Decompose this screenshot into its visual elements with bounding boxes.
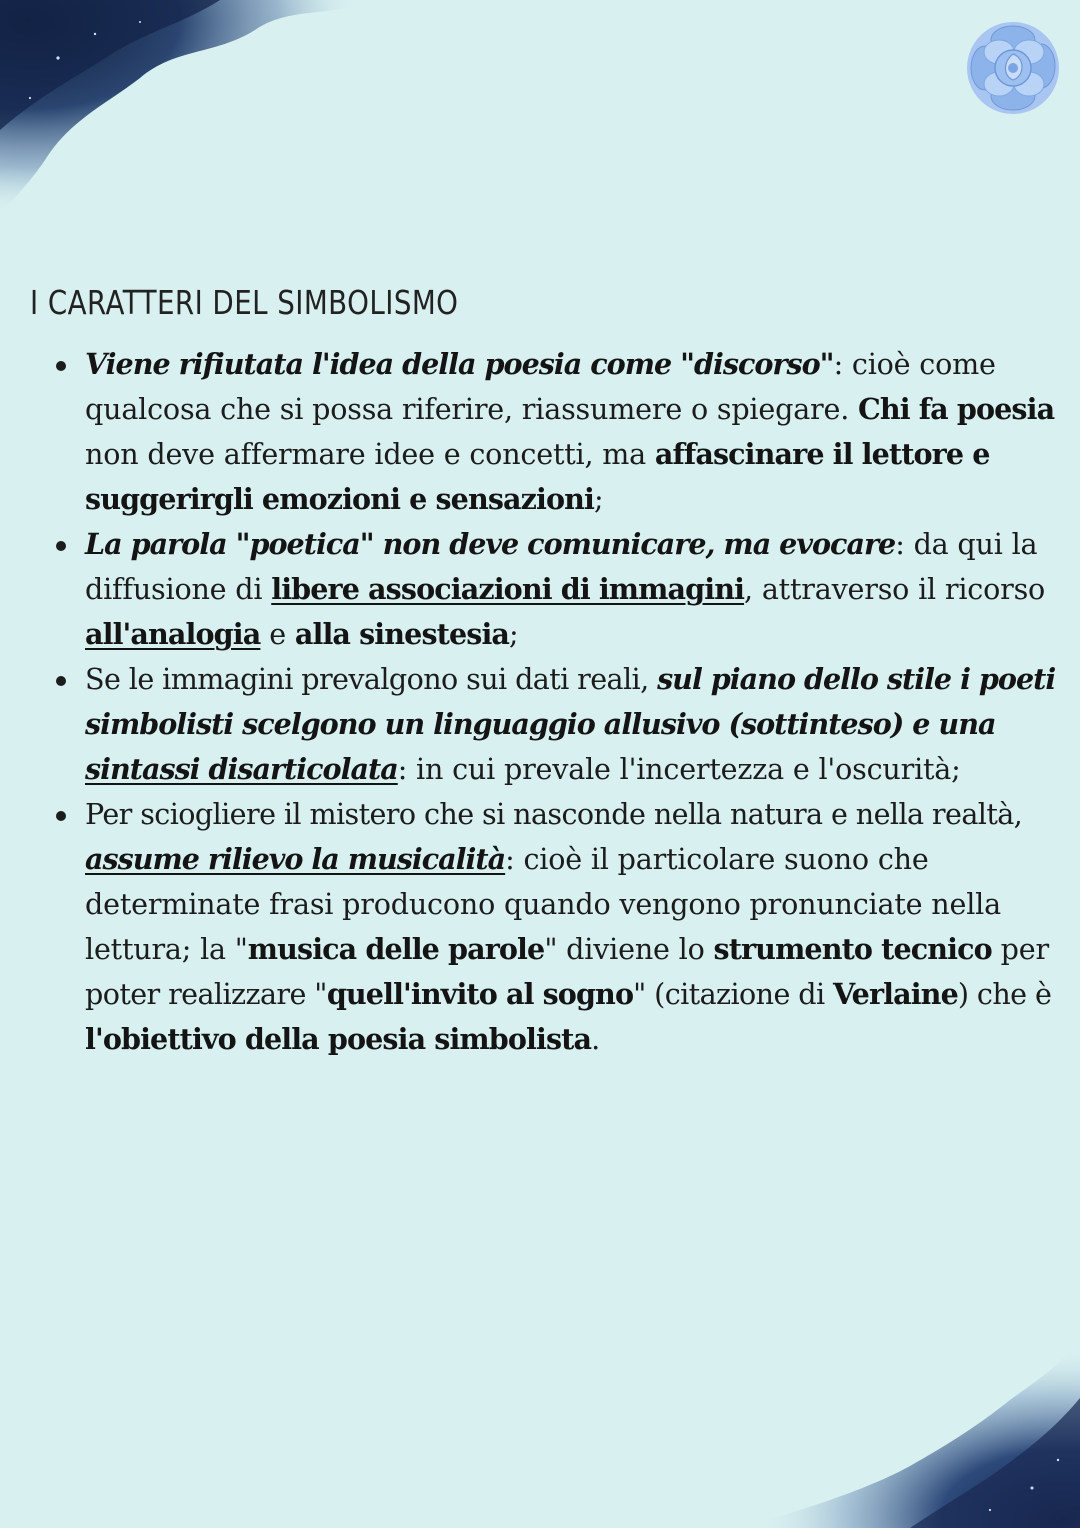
plain-text: : cioè il particolare suono che	[505, 842, 929, 876]
text-line	[85, 1017, 1062, 1062]
plain-text: diffusione di	[85, 572, 272, 606]
bold-text: affascinare il lettore e	[654, 437, 990, 471]
plain-text: Se le immagini prevalgono sui dati reali,	[85, 662, 658, 696]
text-line	[85, 927, 1062, 972]
emphasis-text: simbolisti scelgono un linguaggio allusivo (sottinteso) e una	[85, 707, 996, 741]
bold-text: Chi fa poesia	[858, 392, 1055, 426]
bold-text: Verlaine	[833, 977, 958, 1011]
text-line	[85, 882, 1062, 927]
text-line	[85, 837, 1062, 882]
bold-text: quell'invito al sogno	[326, 977, 634, 1011]
plain-text: ;	[509, 617, 519, 651]
plain-text: ) che è	[957, 977, 1052, 1011]
bullet-list	[52, 342, 1062, 1062]
watercolor-ink-bottom-right	[740, 1338, 1080, 1528]
bold-text: strumento tecnico	[713, 932, 992, 966]
text-line	[85, 747, 1062, 792]
plain-text: determinate frasi producono quando vengono pronunciate nella	[85, 887, 1001, 921]
plain-text: " (citazione di	[633, 977, 834, 1011]
plain-text: lettura; la "	[85, 932, 248, 966]
underlined-emphasis-text: sintassi disarticolata	[85, 752, 398, 786]
plain-text: .	[591, 1022, 600, 1056]
text-line	[85, 702, 1062, 747]
bold-text: alla sinestesia	[294, 617, 510, 651]
plain-text: : in cui prevale l'incertezza e l'oscurità;	[397, 752, 961, 786]
text-line	[85, 612, 1062, 657]
text-line	[85, 342, 1062, 387]
text-line	[85, 972, 1062, 1017]
bold-text: musica delle parole	[247, 932, 545, 966]
list-item	[52, 792, 1062, 1062]
plain-text: non deve affermare idee e concetti, ma	[85, 437, 655, 471]
plain-text: : da qui la	[895, 527, 1038, 561]
text-line	[85, 387, 1062, 432]
list-item	[52, 657, 1062, 792]
underlined-bold-text: all'analogia	[85, 617, 261, 651]
page-title: I CARATTERI DEL SIMBOLISMO	[30, 283, 459, 322]
plain-text: ;	[594, 482, 604, 516]
underlined-bold-text: libere associazioni di immagini	[271, 572, 745, 606]
bold-text: suggerirgli emozioni e sensazioni	[85, 482, 595, 516]
plain-text: poter realizzare "	[85, 977, 327, 1011]
watercolor-ink-top-left	[0, 0, 380, 230]
text-line	[85, 657, 1062, 702]
blue-rose-icon	[962, 18, 1064, 118]
underlined-emphasis-text: assume rilievo la musicalità	[85, 842, 506, 876]
plain-text: qualcosa che si possa riferire, riassumere o spiegare.	[85, 392, 859, 426]
emphasis-text: sul piano dello stile i poeti	[657, 662, 1056, 696]
bold-text: l'obiettivo della poesia simbolista	[85, 1022, 592, 1056]
plain-text: " diviene lo	[544, 932, 714, 966]
plain-text: : cioè come	[833, 347, 996, 381]
plain-text: e	[260, 617, 295, 651]
emphasis-text: La parola "poetica" non deve comunicare, ma evocare	[85, 527, 896, 561]
plain-text: per	[991, 932, 1049, 966]
plain-text: , attraverso il ricorso	[744, 572, 1046, 606]
emphasis-text: Viene rifiutata l'idea della poesia come "discorso"	[85, 347, 834, 381]
list-item	[52, 522, 1062, 657]
list-item	[52, 342, 1062, 522]
text-line	[85, 567, 1062, 612]
plain-text: Per sciogliere il mistero che si nasconde nella natura e nella realtà,	[85, 797, 1023, 831]
text-line	[85, 792, 1062, 837]
text-line	[85, 432, 1062, 477]
text-line	[85, 522, 1062, 567]
text-line	[85, 477, 1062, 522]
